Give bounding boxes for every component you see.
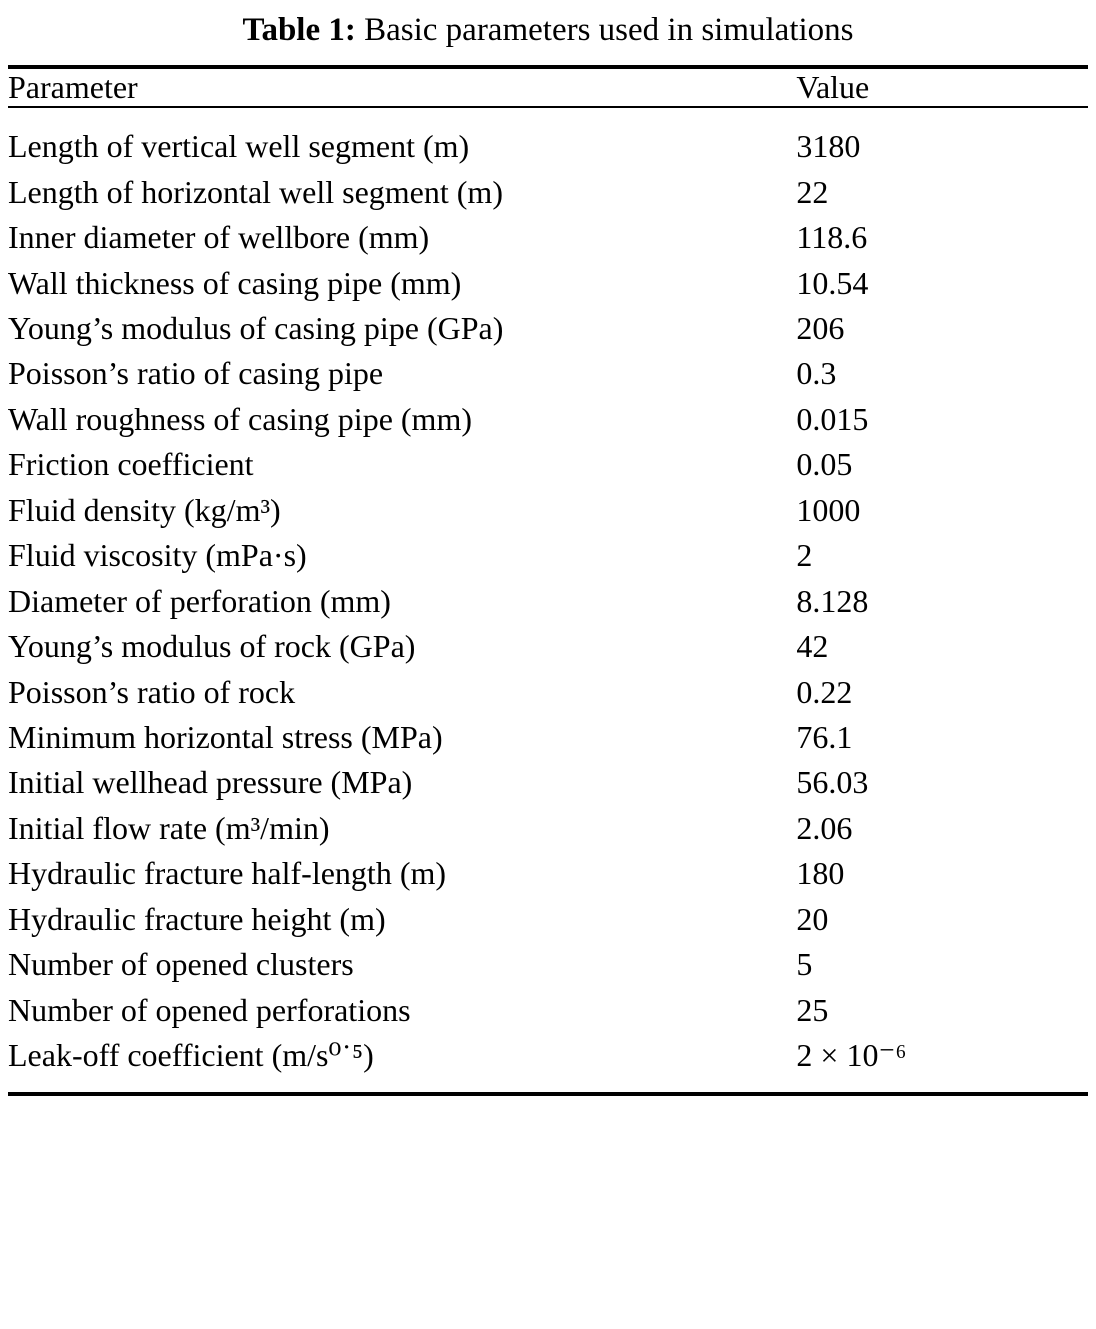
cell-parameter: Number of opened clusters: [8, 946, 354, 983]
table-row: [8, 579, 1088, 624]
table-caption: [8, 10, 1088, 51]
table-row: [8, 215, 1088, 260]
cell-value: 42: [796, 628, 829, 665]
cell-parameter: Initial flow rate (m³/min): [8, 809, 330, 846]
cell-value: 0.015: [796, 400, 869, 437]
cell-parameter: Length of vertical well segment (m): [8, 128, 470, 165]
table-row: [8, 488, 1088, 533]
table-row: [8, 442, 1088, 487]
table-row: [8, 351, 1088, 396]
cell-value: 118.6: [796, 219, 868, 256]
table-header: [8, 67, 1088, 107]
cell-value: 0.22: [796, 673, 853, 710]
cell-parameter: Poisson’s ratio of rock: [8, 673, 296, 710]
cell-value: 3180: [796, 128, 861, 165]
table-caption-label: Table 1:: [242, 12, 356, 48]
table-row: [8, 397, 1088, 442]
cell-value: 2 × 10⁻⁶: [796, 1033, 1088, 1094]
cell-value: 25: [796, 991, 829, 1028]
parameters-table: [8, 65, 1088, 1096]
cell-parameter: Wall thickness of casing pipe (mm): [8, 264, 462, 301]
cell-value: 2.06: [796, 809, 853, 846]
table-row: [8, 806, 1088, 851]
cell-value: 20: [796, 900, 829, 937]
cell-parameter: Wall roughness of casing pipe (mm): [8, 400, 472, 437]
table-row: [8, 306, 1088, 351]
cell-value: 76.1: [796, 718, 853, 755]
cell-parameter: Young’s modulus of rock (GPa): [8, 628, 416, 665]
cell-parameter: Inner diameter of wellbore (mm): [8, 219, 430, 256]
cell-parameter: Length of horizontal well segment (m): [8, 173, 503, 210]
table-row: [8, 897, 1088, 942]
cell-parameter: Fluid viscosity (mPa·s): [8, 537, 307, 574]
column-header-value: Value: [796, 67, 1088, 107]
cell-parameter: Leak-off coefficient (m/s⁰˙⁵): [8, 1033, 796, 1094]
cell-value: 206: [796, 310, 845, 346]
table-row: [8, 942, 1088, 987]
table-row: [8, 715, 1088, 760]
table-caption-text: Basic parameters used in simulations: [364, 12, 854, 48]
cell-value: 1000: [796, 491, 861, 528]
cell-parameter: Diameter of perforation (mm): [8, 582, 391, 619]
table-row: [8, 533, 1088, 578]
cell-value: 8.128: [796, 582, 869, 619]
table-row: [8, 760, 1088, 805]
table-row: [8, 261, 1088, 306]
table-row: [8, 624, 1088, 669]
cell-parameter: Fluid density (kg/m³): [8, 491, 281, 528]
cell-parameter: Poisson’s ratio of casing pipe: [8, 355, 384, 392]
table-row: [8, 988, 1088, 1033]
cell-value: 0.3: [796, 355, 837, 392]
column-header-parameter: Parameter: [8, 67, 796, 107]
cell-parameter: Hydraulic fracture half-length (m): [8, 855, 447, 892]
cell-parameter: Initial wellhead pressure (MPa): [8, 764, 413, 801]
cell-value: 5: [796, 946, 813, 983]
table-row: [8, 107, 1088, 169]
cell-value: 56.03: [796, 764, 869, 801]
cell-parameter: Hydraulic fracture height (m): [8, 900, 386, 937]
cell-value: 2: [796, 537, 813, 574]
cell-value: 180: [796, 855, 845, 892]
table-row: [8, 851, 1088, 896]
cell-parameter: Minimum horizontal stress (MPa): [8, 718, 443, 755]
cell-parameter: Number of opened perforations: [8, 991, 411, 1028]
table-row: [8, 670, 1088, 715]
cell-value: 10.54: [796, 264, 869, 301]
cell-value: 22: [796, 173, 829, 210]
cell-value: 0.05: [796, 446, 853, 483]
table-row: [8, 1033, 1088, 1094]
cell-parameter: Friction coefficient: [8, 446, 254, 483]
cell-parameter: Young’s modulus of casing pipe (GPa): [8, 310, 504, 346]
table-body: [8, 107, 1088, 1094]
table-row: [8, 170, 1088, 215]
